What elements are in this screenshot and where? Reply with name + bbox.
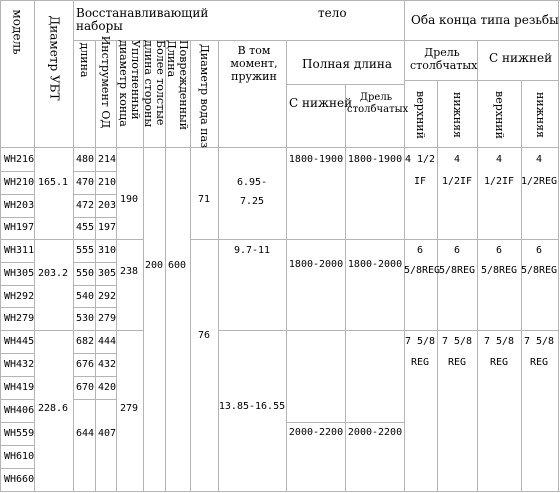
thread-cell: 7 5/8 [483,336,515,347]
header-sealed-end-diameter: Уплотненный диаметр конца [117,40,142,127]
diameter-ubt-cell: 203.2 [37,268,69,279]
header-lower-upper: верхний [493,91,506,139]
full-length-drill-cell: 1800-2000 [347,259,403,270]
model-cell: WH203 [4,200,35,211]
grid-line [0,147,558,148]
header-thread-with-lower: С нижней [489,51,553,65]
thread-cell: 6 [495,245,503,256]
od-cell: 310 [98,245,117,256]
length-cell: 676 [76,359,95,370]
diameter-ubt-cell: 228.6 [37,403,69,414]
grid-line [0,239,34,240]
grid-line [0,399,34,400]
grid-line [116,330,143,331]
grid-line [0,353,34,354]
grid-line [286,422,404,423]
water-diameter-cell: 71 [197,194,211,205]
grid-line [218,40,219,492]
grid-line [286,330,404,331]
thread-cell: 4 1/2 [404,154,436,165]
springs-cell: 7.25 [239,196,265,207]
grid-line [190,239,218,240]
header-drill-lower: нижняя [451,92,464,138]
grid-line [558,0,559,492]
grid-line [116,239,143,240]
model-cell: WH660 [4,474,35,485]
full-length-lower-cell: 2000-2200 [288,427,344,438]
thread-cell: 6 [535,245,543,256]
grid-line [34,239,116,240]
grid-line [0,171,34,172]
model-cell: WH406 [4,405,35,416]
grid-line [34,0,35,492]
grid-line [345,84,346,492]
header-thread-drill-collars: Дрель столбчатых [410,46,478,72]
header-including-springs: В том момент, пружин [230,44,278,83]
thread-cell: 6 [416,245,424,256]
model-cell: WH610 [4,451,35,462]
header-water-channel-diameter: Диаметр вода паз [198,43,211,149]
grid-line [73,353,116,354]
model-cell: WH419 [4,382,35,393]
thread-cell: REG [489,357,509,368]
od-cell: 214 [98,154,117,165]
thread-cell: 4 [535,154,543,165]
header-thicker-length-side: Более толстые длина стороны [142,40,167,128]
grid-line [0,445,34,446]
thread-cell: 1/2IF [441,176,473,187]
grid-line [34,330,116,331]
header-recovering-sets: Восстанавливающий наборы [76,6,209,33]
full-length-lower-cell: 1800-1900 [288,154,344,165]
grid-line [0,217,34,218]
length-cell: 470 [76,177,95,188]
sealed-diameter-cell: 279 [119,403,139,414]
grid-line [404,40,558,41]
length-cell: 682 [76,336,95,347]
thread-cell: 4 [453,154,461,165]
header-full-length-drill: Дрель столбчатых [347,92,409,115]
length-cell: 644 [76,428,95,439]
od-cell: 210 [98,177,117,188]
model-cell: WH197 [4,222,35,233]
length-cell: 472 [76,200,95,211]
grid-line [73,0,74,492]
thread-cell: 5/8REG [480,265,518,276]
model-cell: WH432 [4,359,35,370]
grid-line [73,217,116,218]
header-length: длина [78,42,91,78]
header-damaged-length: Поврежденный Длина [165,40,190,131]
grid-line [73,262,116,263]
grid-line [0,468,34,469]
springs-cell: 6.95- [236,177,268,188]
sealed-diameter-cell: 238 [119,266,139,277]
od-cell: 203 [98,200,117,211]
grid-line [73,307,116,308]
model-cell: WH311 [4,245,35,256]
model-cell: WH445 [4,336,35,347]
header-diameter-ubt: Диаметр УБТ [47,15,62,101]
thread-cell: REG [529,357,549,368]
od-cell: 444 [98,336,117,347]
od-cell: 407 [98,428,117,439]
grid-line [0,330,34,331]
od-cell: 292 [98,291,117,302]
thread-cell: 5/8REG [520,265,558,276]
thread-cell: 4 [495,154,503,165]
model-cell: WH210 [4,177,35,188]
grid-line [73,285,116,286]
grid-line [477,40,478,492]
grid-line [286,40,287,492]
header-full-length: Полная длина [302,57,393,71]
thread-cell: 7 5/8 [523,336,555,347]
grid-line [73,194,116,195]
od-cell: 279 [98,313,117,324]
header-full-length-with-lower: С нижней [289,96,353,110]
thread-cell: REG [410,357,430,368]
full-length-lower-cell: 1800-2000 [288,259,344,270]
grid-line [95,40,96,492]
springs-cell: 9.7-11 [233,245,271,256]
grid-line [286,239,404,240]
header-body: тело [318,6,347,20]
thread-cell: REG [447,357,467,368]
grid-line [404,0,405,492]
model-cell: WH292 [4,291,35,302]
length-cell: 555 [76,245,95,256]
length-cell: 540 [76,291,95,302]
thread-cell: 1/2IF [483,176,515,187]
grid-line [218,330,286,331]
full-length-drill-cell: 2000-2200 [347,427,403,438]
water-diameter-cell: 76 [197,330,211,341]
grid-line [0,285,34,286]
header-both-ends-thread: Оба конца типа резьбы [411,13,559,27]
thread-cell: IF [413,176,427,187]
damaged-length-cell: 600 [167,260,187,271]
diameter-ubt-cell: 165.1 [37,177,69,188]
springs-cell: 13.85-16.55 [218,401,286,412]
model-cell: WH559 [4,428,35,439]
sealed-diameter-cell: 190 [119,194,139,205]
grid-line [404,80,558,81]
header-tool-od: Инструмент ОД [99,35,112,129]
length-cell: 530 [76,313,95,324]
thread-cell: 7 5/8 [404,336,436,347]
thicker-side-cell: 200 [144,260,164,271]
grid-line [404,330,558,331]
od-cell: 305 [98,268,117,279]
grid-line [521,80,522,492]
grid-line [0,307,34,308]
thread-cell: 1/2REG [520,176,558,187]
od-cell: 420 [98,382,117,393]
grid-line [190,40,191,492]
grid-line [437,80,438,492]
thread-cell: 7 5/8 [441,336,473,347]
grid-line [0,0,1,492]
od-cell: 197 [98,222,117,233]
model-cell: WH279 [4,313,35,324]
grid-line [0,194,34,195]
length-cell: 455 [76,222,95,233]
model-cell: WH305 [4,268,35,279]
grid-line [0,262,34,263]
header-lower-lower: нижняя [534,92,547,138]
grid-line [73,376,116,377]
thread-cell: 5/8REG [438,265,476,276]
grid-line [0,0,560,1]
header-drill-upper: верхний [414,91,427,139]
grid-line [0,491,560,492]
length-cell: 670 [76,382,95,393]
grid-line [73,399,116,400]
length-cell: 480 [76,154,95,165]
grid-line [218,239,286,240]
grid-line [404,239,558,240]
grid-line [73,171,116,172]
thread-cell: 5/8REG [403,265,441,276]
full-length-drill-cell: 1800-1900 [347,154,403,165]
thread-cell: 6 [453,245,461,256]
grid-line [0,422,34,423]
length-cell: 550 [76,268,95,279]
grid-line [0,376,34,377]
od-cell: 432 [98,359,117,370]
header-model: модель [10,9,25,55]
model-cell: WH216 [4,154,35,165]
